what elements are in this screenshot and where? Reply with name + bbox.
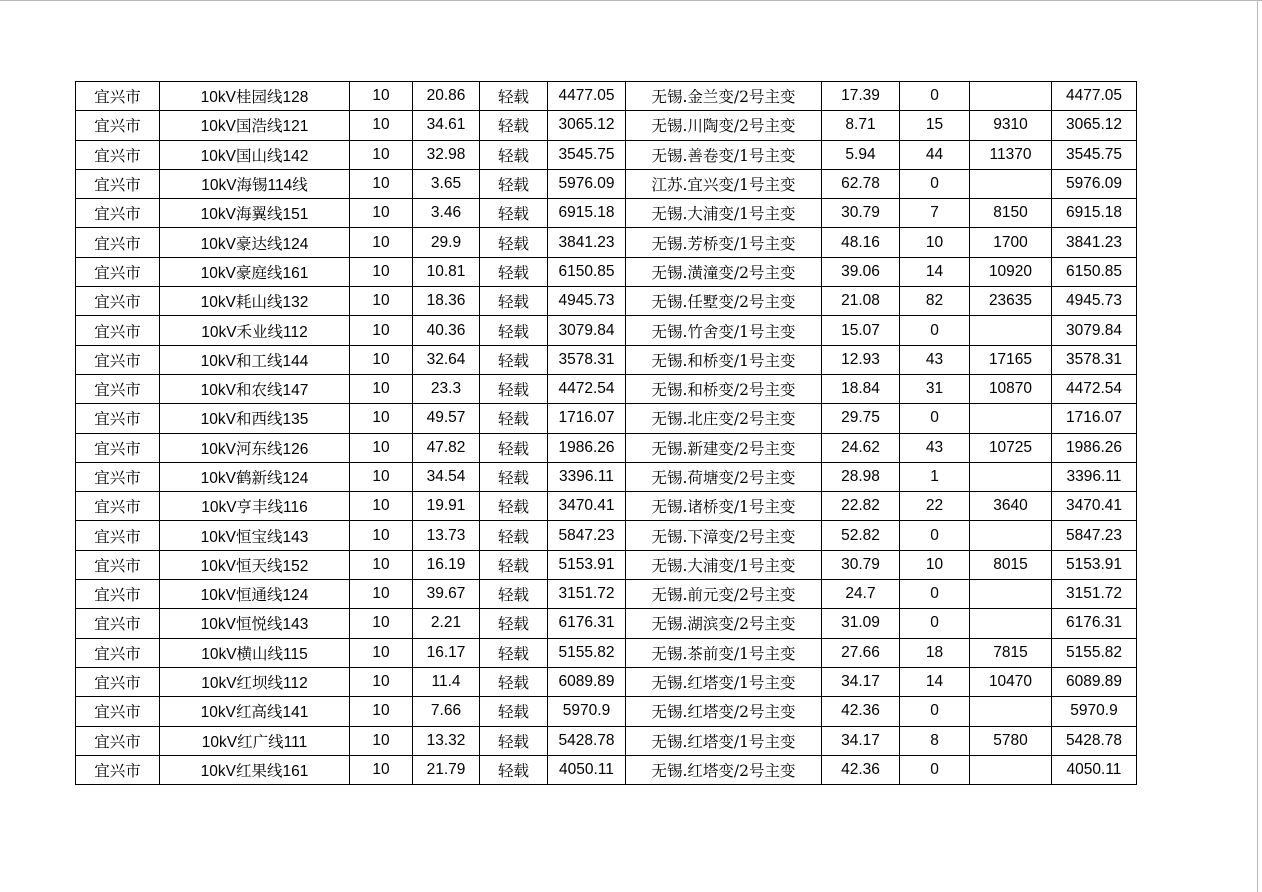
cell-substation-transformer: 无锡.大浦变/1号主变	[626, 199, 822, 228]
cell-remaining-capacity: 3151.72	[1052, 580, 1137, 609]
cell-dg-capacity	[970, 609, 1052, 638]
cell-remaining-capacity: 6915.18	[1052, 199, 1137, 228]
table-body	[76, 82, 1137, 785]
cell-voltage: 10	[350, 287, 413, 316]
cell-line-name: 10kV恒天线152	[160, 550, 350, 579]
cell-dg-capacity: 23635	[970, 287, 1052, 316]
cell-remaining-capacity: 3578.31	[1052, 345, 1137, 374]
cell-line-name: 10kV国山线142	[160, 140, 350, 169]
cell-dg-count: 0	[900, 169, 970, 198]
cell-open-capacity: 6089.89	[548, 667, 626, 696]
cell-region: 宜兴市	[76, 638, 160, 667]
cell-length: 3.46	[413, 199, 480, 228]
cell-voltage: 10	[350, 550, 413, 579]
cell-substation-transformer: 无锡.芳桥变/1号主变	[626, 228, 822, 257]
cell-transformer-load-rate: 42.36	[822, 755, 900, 784]
table-row	[76, 580, 1137, 609]
cell-substation-transformer: 无锡.红塔变/1号主变	[626, 667, 822, 696]
cell-voltage: 10	[350, 228, 413, 257]
cell-length: 32.98	[413, 140, 480, 169]
cell-remaining-capacity: 5847.23	[1052, 521, 1137, 550]
cell-remaining-capacity: 6176.31	[1052, 609, 1137, 638]
cell-dg-count: 7	[900, 199, 970, 228]
cell-line-name: 10kV国浩线121	[160, 111, 350, 140]
table-row	[76, 667, 1137, 696]
cell-remaining-capacity: 1716.07	[1052, 404, 1137, 433]
cell-dg-capacity: 10470	[970, 667, 1052, 696]
cell-open-capacity: 5970.9	[548, 697, 626, 726]
cell-remaining-capacity: 4945.73	[1052, 287, 1137, 316]
cell-region: 宜兴市	[76, 199, 160, 228]
cell-transformer-load-rate: 21.08	[822, 287, 900, 316]
cell-region: 宜兴市	[76, 580, 160, 609]
cell-transformer-load-rate: 5.94	[822, 140, 900, 169]
cell-dg-capacity: 10870	[970, 374, 1052, 403]
cell-load-status: 轻载	[480, 638, 548, 667]
cell-load-status: 轻载	[480, 257, 548, 286]
cell-dg-capacity: 1700	[970, 228, 1052, 257]
cell-region: 宜兴市	[76, 433, 160, 462]
cell-load-status: 轻载	[480, 755, 548, 784]
cell-open-capacity: 1986.26	[548, 433, 626, 462]
cell-region: 宜兴市	[76, 82, 160, 111]
table-row	[76, 609, 1137, 638]
cell-voltage: 10	[350, 580, 413, 609]
cell-voltage: 10	[350, 257, 413, 286]
cell-dg-count: 0	[900, 404, 970, 433]
data-table	[75, 81, 1137, 785]
table-row	[76, 462, 1137, 491]
table-row	[76, 550, 1137, 579]
cell-open-capacity: 3065.12	[548, 111, 626, 140]
cell-length: 32.64	[413, 345, 480, 374]
cell-region: 宜兴市	[76, 404, 160, 433]
cell-dg-count: 82	[900, 287, 970, 316]
cell-substation-transformer: 无锡.湖滨变/2号主变	[626, 609, 822, 638]
cell-length: 13.32	[413, 726, 480, 755]
cell-region: 宜兴市	[76, 316, 160, 345]
cell-remaining-capacity: 3065.12	[1052, 111, 1137, 140]
table-row	[76, 374, 1137, 403]
cell-line-name: 10kV海翼线151	[160, 199, 350, 228]
cell-substation-transformer: 无锡.和桥变/1号主变	[626, 345, 822, 374]
cell-region: 宜兴市	[76, 374, 160, 403]
cell-transformer-load-rate: 30.79	[822, 199, 900, 228]
page-border-right	[1257, 0, 1258, 892]
cell-dg-count: 0	[900, 755, 970, 784]
cell-dg-capacity	[970, 697, 1052, 726]
cell-voltage: 10	[350, 199, 413, 228]
cell-substation-transformer: 无锡.下漳变/2号主变	[626, 521, 822, 550]
cell-length: 2.21	[413, 609, 480, 638]
cell-dg-count: 8	[900, 726, 970, 755]
cell-load-status: 轻载	[480, 140, 548, 169]
cell-region: 宜兴市	[76, 140, 160, 169]
cell-length: 34.61	[413, 111, 480, 140]
cell-dg-count: 10	[900, 228, 970, 257]
cell-load-status: 轻载	[480, 228, 548, 257]
cell-dg-count: 0	[900, 82, 970, 111]
cell-substation-transformer: 无锡.红塔变/2号主变	[626, 697, 822, 726]
cell-voltage: 10	[350, 82, 413, 111]
cell-remaining-capacity: 5153.91	[1052, 550, 1137, 579]
cell-transformer-load-rate: 15.07	[822, 316, 900, 345]
cell-load-status: 轻载	[480, 433, 548, 462]
cell-substation-transformer: 无锡.诸桥变/1号主变	[626, 492, 822, 521]
table-row	[76, 404, 1137, 433]
cell-load-status: 轻载	[480, 667, 548, 696]
cell-load-status: 轻载	[480, 404, 548, 433]
cell-region: 宜兴市	[76, 697, 160, 726]
cell-substation-transformer: 无锡.荷塘变/2号主变	[626, 462, 822, 491]
cell-dg-capacity: 5780	[970, 726, 1052, 755]
cell-length: 19.91	[413, 492, 480, 521]
cell-voltage: 10	[350, 697, 413, 726]
cell-voltage: 10	[350, 638, 413, 667]
table-row	[76, 755, 1137, 784]
cell-dg-count: 0	[900, 316, 970, 345]
cell-length: 18.36	[413, 287, 480, 316]
cell-length: 13.73	[413, 521, 480, 550]
cell-line-name: 10kV红广线111	[160, 726, 350, 755]
cell-load-status: 轻载	[480, 462, 548, 491]
cell-length: 29.9	[413, 228, 480, 257]
table-row	[76, 521, 1137, 550]
cell-region: 宜兴市	[76, 345, 160, 374]
cell-length: 16.17	[413, 638, 480, 667]
cell-dg-count: 14	[900, 667, 970, 696]
cell-substation-transformer: 无锡.竹舍变/1号主变	[626, 316, 822, 345]
cell-transformer-load-rate: 29.75	[822, 404, 900, 433]
cell-substation-transformer: 无锡.新建变/2号主变	[626, 433, 822, 462]
cell-remaining-capacity: 1986.26	[1052, 433, 1137, 462]
cell-line-name: 10kV和农线147	[160, 374, 350, 403]
cell-dg-count: 31	[900, 374, 970, 403]
page-border-top	[0, 0, 1262, 1]
cell-voltage: 10	[350, 492, 413, 521]
cell-transformer-load-rate: 48.16	[822, 228, 900, 257]
cell-region: 宜兴市	[76, 521, 160, 550]
cell-region: 宜兴市	[76, 462, 160, 491]
cell-open-capacity: 3151.72	[548, 580, 626, 609]
cell-dg-capacity: 10725	[970, 433, 1052, 462]
table-row	[76, 111, 1137, 140]
table-row	[76, 287, 1137, 316]
cell-voltage: 10	[350, 404, 413, 433]
cell-region: 宜兴市	[76, 726, 160, 755]
cell-substation-transformer: 无锡.川陶变/2号主变	[626, 111, 822, 140]
cell-dg-count: 43	[900, 433, 970, 462]
table-row	[76, 433, 1137, 462]
cell-load-status: 轻载	[480, 169, 548, 198]
cell-region: 宜兴市	[76, 111, 160, 140]
cell-substation-transformer: 无锡.任墅变/2号主变	[626, 287, 822, 316]
cell-substation-transformer: 无锡.金兰变/2号主变	[626, 82, 822, 111]
cell-dg-capacity	[970, 169, 1052, 198]
cell-region: 宜兴市	[76, 492, 160, 521]
cell-open-capacity: 5153.91	[548, 550, 626, 579]
cell-remaining-capacity: 3470.41	[1052, 492, 1137, 521]
cell-open-capacity: 6150.85	[548, 257, 626, 286]
cell-open-capacity: 5155.82	[548, 638, 626, 667]
cell-line-name: 10kV耗山线132	[160, 287, 350, 316]
cell-length: 16.19	[413, 550, 480, 579]
cell-transformer-load-rate: 34.17	[822, 667, 900, 696]
cell-length: 21.79	[413, 755, 480, 784]
cell-load-status: 轻载	[480, 374, 548, 403]
cell-transformer-load-rate: 22.82	[822, 492, 900, 521]
cell-substation-transformer: 江苏.宜兴变/1号主变	[626, 169, 822, 198]
cell-transformer-load-rate: 12.93	[822, 345, 900, 374]
cell-voltage: 10	[350, 316, 413, 345]
cell-length: 40.36	[413, 316, 480, 345]
cell-substation-transformer: 无锡.北庄变/2号主变	[626, 404, 822, 433]
cell-remaining-capacity: 3545.75	[1052, 140, 1137, 169]
cell-open-capacity: 3079.84	[548, 316, 626, 345]
cell-transformer-load-rate: 27.66	[822, 638, 900, 667]
cell-dg-capacity: 8015	[970, 550, 1052, 579]
cell-voltage: 10	[350, 345, 413, 374]
cell-open-capacity: 3841.23	[548, 228, 626, 257]
cell-dg-capacity	[970, 404, 1052, 433]
cell-region: 宜兴市	[76, 257, 160, 286]
cell-line-name: 10kV恒悦线143	[160, 609, 350, 638]
cell-open-capacity: 3396.11	[548, 462, 626, 491]
cell-load-status: 轻载	[480, 492, 548, 521]
cell-load-status: 轻载	[480, 580, 548, 609]
cell-transformer-load-rate: 52.82	[822, 521, 900, 550]
cell-line-name: 10kV鹤新线124	[160, 462, 350, 491]
cell-open-capacity: 6915.18	[548, 199, 626, 228]
cell-remaining-capacity: 4477.05	[1052, 82, 1137, 111]
cell-voltage: 10	[350, 374, 413, 403]
cell-region: 宜兴市	[76, 287, 160, 316]
cell-dg-count: 0	[900, 521, 970, 550]
table-row	[76, 638, 1137, 667]
cell-transformer-load-rate: 39.06	[822, 257, 900, 286]
cell-open-capacity: 3470.41	[548, 492, 626, 521]
cell-line-name: 10kV和工线144	[160, 345, 350, 374]
cell-region: 宜兴市	[76, 609, 160, 638]
cell-remaining-capacity: 4472.54	[1052, 374, 1137, 403]
cell-voltage: 10	[350, 111, 413, 140]
cell-remaining-capacity: 5970.9	[1052, 697, 1137, 726]
cell-length: 11.4	[413, 667, 480, 696]
cell-transformer-load-rate: 17.39	[822, 82, 900, 111]
cell-dg-capacity	[970, 316, 1052, 345]
cell-dg-capacity: 17165	[970, 345, 1052, 374]
cell-load-status: 轻载	[480, 82, 548, 111]
table-row	[76, 697, 1137, 726]
cell-voltage: 10	[350, 433, 413, 462]
cell-region: 宜兴市	[76, 755, 160, 784]
cell-remaining-capacity: 3079.84	[1052, 316, 1137, 345]
cell-load-status: 轻载	[480, 316, 548, 345]
cell-dg-count: 14	[900, 257, 970, 286]
cell-remaining-capacity: 3841.23	[1052, 228, 1137, 257]
cell-open-capacity: 4050.11	[548, 755, 626, 784]
cell-region: 宜兴市	[76, 667, 160, 696]
table-row	[76, 82, 1137, 111]
cell-line-name: 10kV亨丰线116	[160, 492, 350, 521]
cell-dg-count: 43	[900, 345, 970, 374]
cell-dg-count: 0	[900, 697, 970, 726]
cell-open-capacity: 3578.31	[548, 345, 626, 374]
table-row	[76, 316, 1137, 345]
cell-voltage: 10	[350, 462, 413, 491]
cell-voltage: 10	[350, 755, 413, 784]
cell-voltage: 10	[350, 667, 413, 696]
cell-transformer-load-rate: 24.7	[822, 580, 900, 609]
cell-dg-count: 44	[900, 140, 970, 169]
cell-dg-capacity	[970, 580, 1052, 609]
table-row	[76, 726, 1137, 755]
cell-remaining-capacity: 3396.11	[1052, 462, 1137, 491]
cell-load-status: 轻载	[480, 726, 548, 755]
cell-dg-count: 22	[900, 492, 970, 521]
cell-load-status: 轻载	[480, 199, 548, 228]
cell-dg-capacity: 10920	[970, 257, 1052, 286]
cell-dg-capacity: 11370	[970, 140, 1052, 169]
cell-line-name: 10kV禾业线112	[160, 316, 350, 345]
cell-substation-transformer: 无锡.大浦变/1号主变	[626, 550, 822, 579]
cell-transformer-load-rate: 18.84	[822, 374, 900, 403]
cell-open-capacity: 5428.78	[548, 726, 626, 755]
cell-transformer-load-rate: 24.62	[822, 433, 900, 462]
cell-length: 20.86	[413, 82, 480, 111]
cell-remaining-capacity: 5976.09	[1052, 169, 1137, 198]
cell-dg-count: 10	[900, 550, 970, 579]
table-row	[76, 169, 1137, 198]
cell-region: 宜兴市	[76, 228, 160, 257]
cell-line-name: 10kV豪达线124	[160, 228, 350, 257]
cell-open-capacity: 4477.05	[548, 82, 626, 111]
cell-line-name: 10kV豪庭线161	[160, 257, 350, 286]
cell-load-status: 轻载	[480, 287, 548, 316]
cell-open-capacity: 3545.75	[548, 140, 626, 169]
cell-region: 宜兴市	[76, 550, 160, 579]
cell-substation-transformer: 无锡.和桥变/2号主变	[626, 374, 822, 403]
cell-length: 47.82	[413, 433, 480, 462]
cell-load-status: 轻载	[480, 521, 548, 550]
cell-line-name: 10kV横山线115	[160, 638, 350, 667]
cell-substation-transformer: 无锡.善卷变/1号主变	[626, 140, 822, 169]
cell-transformer-load-rate: 34.17	[822, 726, 900, 755]
cell-substation-transformer: 无锡.前元变/2号主变	[626, 580, 822, 609]
cell-dg-count: 15	[900, 111, 970, 140]
cell-load-status: 轻载	[480, 111, 548, 140]
cell-dg-capacity	[970, 462, 1052, 491]
cell-voltage: 10	[350, 609, 413, 638]
cell-transformer-load-rate: 28.98	[822, 462, 900, 491]
cell-dg-count: 18	[900, 638, 970, 667]
cell-voltage: 10	[350, 726, 413, 755]
table-row	[76, 228, 1137, 257]
cell-voltage: 10	[350, 140, 413, 169]
table-row	[76, 199, 1137, 228]
cell-voltage: 10	[350, 169, 413, 198]
cell-dg-capacity: 8150	[970, 199, 1052, 228]
cell-line-name: 10kV恒通线124	[160, 580, 350, 609]
cell-remaining-capacity: 5155.82	[1052, 638, 1137, 667]
cell-load-status: 轻载	[480, 550, 548, 579]
cell-dg-capacity: 7815	[970, 638, 1052, 667]
cell-length: 7.66	[413, 697, 480, 726]
cell-dg-count: 1	[900, 462, 970, 491]
table-row	[76, 257, 1137, 286]
cell-substation-transformer: 无锡.茶前变/1号主变	[626, 638, 822, 667]
cell-line-name: 10kV和西线135	[160, 404, 350, 433]
cell-length: 23.3	[413, 374, 480, 403]
cell-load-status: 轻载	[480, 697, 548, 726]
cell-length: 34.54	[413, 462, 480, 491]
table-row	[76, 140, 1137, 169]
cell-open-capacity: 4945.73	[548, 287, 626, 316]
cell-dg-capacity: 9310	[970, 111, 1052, 140]
cell-load-status: 轻载	[480, 345, 548, 374]
table-row	[76, 345, 1137, 374]
cell-line-name: 10kV海锡114线	[160, 169, 350, 198]
cell-load-status: 轻载	[480, 609, 548, 638]
cell-open-capacity: 1716.07	[548, 404, 626, 433]
cell-line-name: 10kV河东线126	[160, 433, 350, 462]
cell-remaining-capacity: 6150.85	[1052, 257, 1137, 286]
table-row	[76, 492, 1137, 521]
cell-open-capacity: 5976.09	[548, 169, 626, 198]
cell-length: 10.81	[413, 257, 480, 286]
cell-dg-capacity	[970, 82, 1052, 111]
cell-remaining-capacity: 5428.78	[1052, 726, 1137, 755]
cell-transformer-load-rate: 62.78	[822, 169, 900, 198]
cell-dg-capacity	[970, 521, 1052, 550]
cell-line-name: 10kV红高线141	[160, 697, 350, 726]
cell-substation-transformer: 无锡.潢潼变/2号主变	[626, 257, 822, 286]
cell-line-name: 10kV恒宝线143	[160, 521, 350, 550]
cell-remaining-capacity: 6089.89	[1052, 667, 1137, 696]
cell-transformer-load-rate: 30.79	[822, 550, 900, 579]
cell-remaining-capacity: 4050.11	[1052, 755, 1137, 784]
cell-line-name: 10kV桂园线128	[160, 82, 350, 111]
cell-transformer-load-rate: 31.09	[822, 609, 900, 638]
cell-length: 39.67	[413, 580, 480, 609]
cell-transformer-load-rate: 8.71	[822, 111, 900, 140]
cell-dg-capacity	[970, 755, 1052, 784]
cell-length: 49.57	[413, 404, 480, 433]
cell-voltage: 10	[350, 521, 413, 550]
cell-open-capacity: 6176.31	[548, 609, 626, 638]
cell-region: 宜兴市	[76, 169, 160, 198]
cell-open-capacity: 5847.23	[548, 521, 626, 550]
cell-line-name: 10kV红果线161	[160, 755, 350, 784]
cell-length: 3.65	[413, 169, 480, 198]
cell-open-capacity: 4472.54	[548, 374, 626, 403]
cell-substation-transformer: 无锡.红塔变/2号主变	[626, 755, 822, 784]
cell-dg-count: 0	[900, 609, 970, 638]
cell-transformer-load-rate: 42.36	[822, 697, 900, 726]
cell-dg-capacity: 3640	[970, 492, 1052, 521]
cell-substation-transformer: 无锡.红塔变/1号主变	[626, 726, 822, 755]
cell-dg-count: 0	[900, 580, 970, 609]
cell-line-name: 10kV红坝线112	[160, 667, 350, 696]
